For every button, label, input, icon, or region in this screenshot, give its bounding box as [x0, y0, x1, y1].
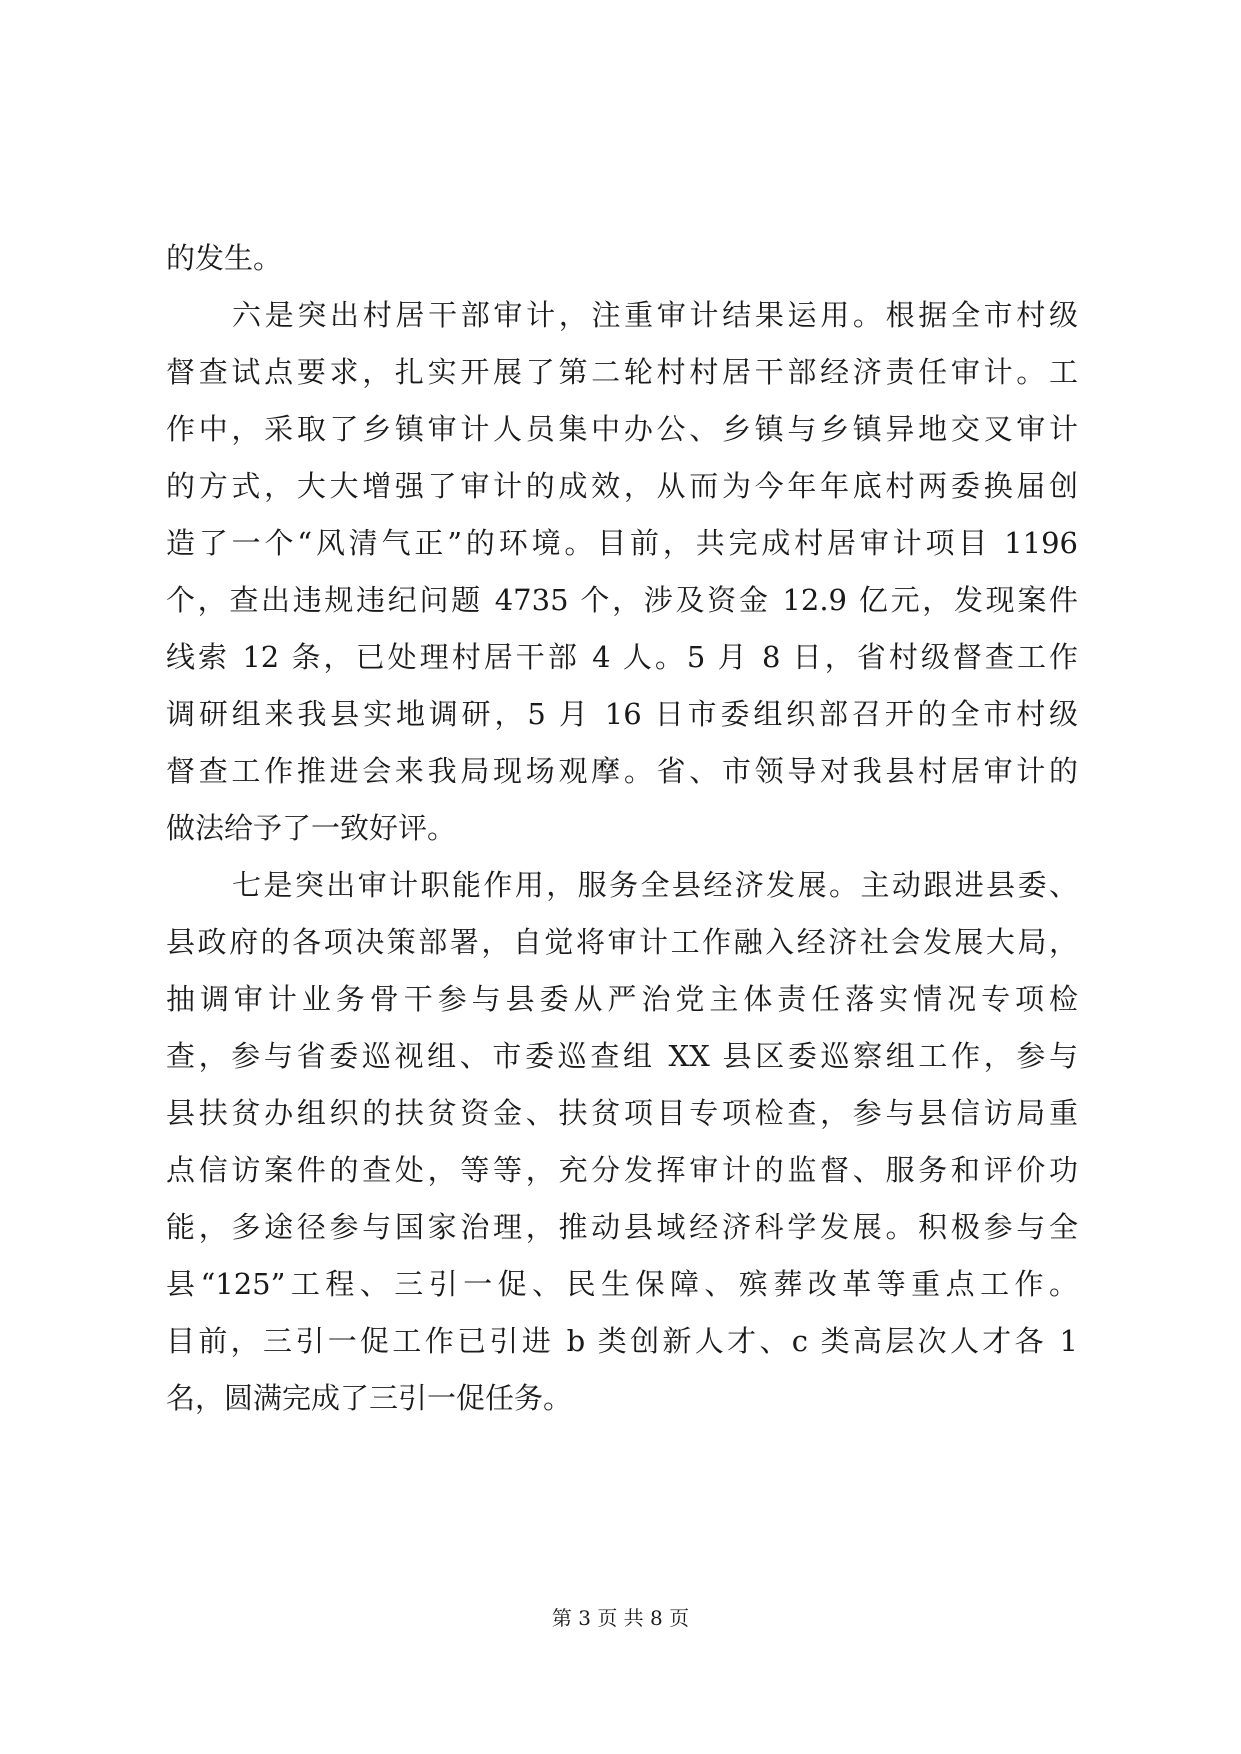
text-line: 查，参与省委巡视组、市委巡查组 XX 县区委巡察组工作，参与: [166, 1039, 1078, 1073]
text-line: 县“125”工程、三引一促、民生保障、殡葬改革等重点工作。: [166, 1267, 1078, 1301]
text-line: 督查试点要求，扎实开展了第二轮村村居干部经济责任审计。工: [166, 355, 1078, 389]
page-number-footer: 第 3 页 共 8 页: [551, 1606, 690, 1630]
text-line: 点信访案件的查处，等等，充分发挥审计的监督、服务和评价功: [166, 1153, 1078, 1187]
document-body: [166, 230, 1078, 1427]
text-line: 县政府的各项决策部署，自觉将审计工作融入经济社会发展大局，: [166, 925, 1078, 959]
paragraph-continuation: [166, 230, 1078, 287]
text-line: 做法给予了一致好评。: [166, 811, 457, 845]
text-line: 的发生。: [166, 241, 283, 275]
text-line: 造了一个“风清气正”的环境。目前，共完成村居审计项目 1196: [166, 526, 1078, 560]
text-line: 调研组来我县实地调研，5 月 16 日市委组织部召开的全市村级: [166, 697, 1078, 731]
text-line: 目前，三引一促工作已引进 b 类创新人才、c 类高层次人才各 1: [166, 1324, 1078, 1358]
text-line: 的方式，大大增强了审计的成效，从而为今年年底村两委换届创: [166, 469, 1078, 503]
text-line: 抽调审计业务骨干参与县委从严治党主体责任落实情况专项检: [166, 982, 1078, 1016]
text-line: 能，多途径参与国家治理，推动县域经济科学发展。积极参与全: [166, 1210, 1078, 1244]
paragraph-seven: [166, 857, 1078, 1427]
text-line: 个，查出违规违纪问题 4735 个，涉及资金 12.9 亿元，发现案件: [166, 583, 1078, 617]
text-line: 名，圆满完成了三引一促任务。: [166, 1381, 573, 1415]
paragraph-six: [166, 287, 1078, 857]
text-line: 七是突出审计职能作用，服务全县经济发展。主动跟进县委、: [232, 868, 1078, 902]
text-line: 督查工作推进会来我局现场观摩。省、市领导对我县村居审计的: [166, 754, 1078, 788]
text-line: 县扶贫办组织的扶贫资金、扶贫项目专项检查，参与县信访局重: [166, 1096, 1078, 1130]
text-line: 线索 12 条，已处理村居干部 4 人。5 月 8 日，省村级督查工作: [166, 640, 1078, 674]
text-line: 六是突出村居干部审计，注重审计结果运用。根据全市村级: [232, 298, 1078, 332]
text-line: 作中，采取了乡镇审计人员集中办公、乡镇与乡镇异地交叉审计: [166, 412, 1078, 446]
